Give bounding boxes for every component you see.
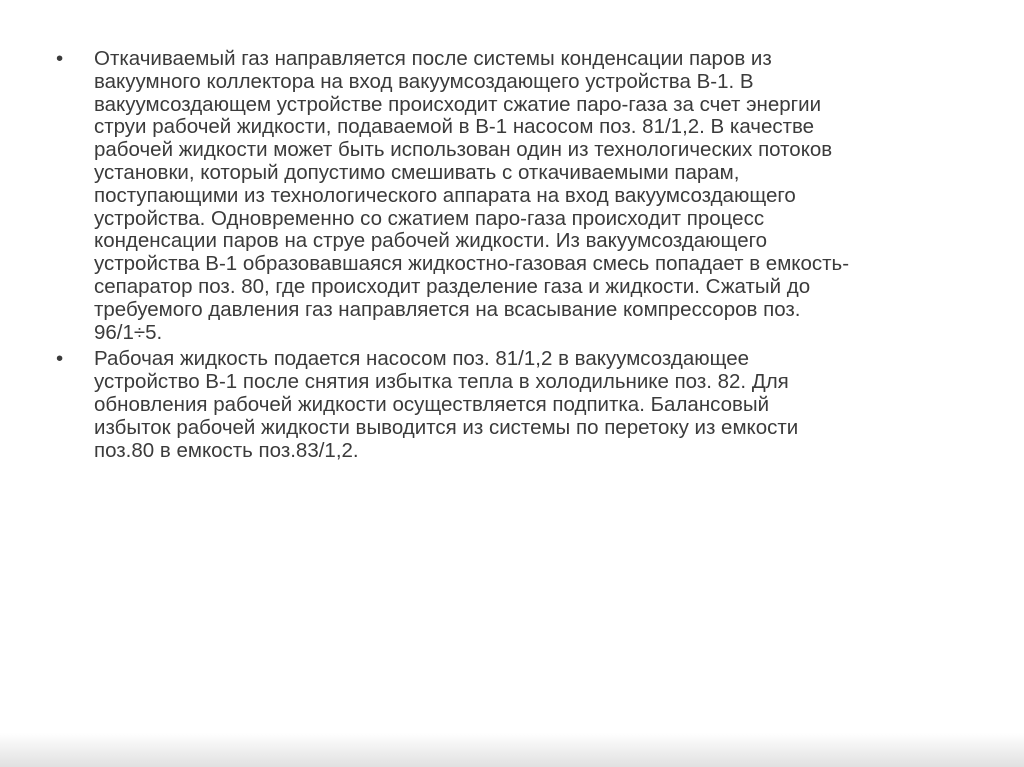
bullet-marker: • bbox=[56, 347, 64, 371]
paragraph-text-1: Откачиваемый газ направляется после системы конденсации паров из вакуумного коллектора на вход вакуумсоздающего устройства В-1. В вакуумсоздающем устройстве происходит сжатие паро-газа за счет энергии струи рабочей жидкости, подаваемой в В-1 насосом поз. 81/1,2. В качестве рабочей жидкости может быть использован один из технологических потоков установки, который допустимо смешивать с откачиваемыми парам, поступающими из технологического аппарата на вход вакуумсоздающего устройства. Одновременно со сжатием паро-газа происходит процесс конденсации паров на струе рабочей жидкости. Из вакуумсоздающего устройства В-1 образовавшаяся жидкостно-газовая смесь попадает в емкость- сепаратор поз. 80, где происходит разделение газа и жидкости. Сжатый до требуемого давления газ направляется на всасывание компрессоров поз. 96/1÷5. bbox=[94, 47, 850, 344]
bullet-marker: • bbox=[56, 47, 64, 70]
bullet-list bbox=[56, 48, 966, 466]
paragraph-text-2: Рабочая жидкость подается насосом поз. 81/1,2 в вакуумсоздающее устройство В-1 после снятия избытка тепла в холодильнике поз. 82. Для обновления рабочей жидкости осуществляется подпитка. Балансовый избыток рабочей жидкости выводится из системы по перетоку из емкости поз.80 в емкость поз.83/1,2. bbox=[94, 347, 799, 462]
bullet-item-1 bbox=[56, 48, 966, 344]
bottom-shadow bbox=[0, 733, 1024, 767]
bullet-item-2 bbox=[56, 348, 966, 462]
